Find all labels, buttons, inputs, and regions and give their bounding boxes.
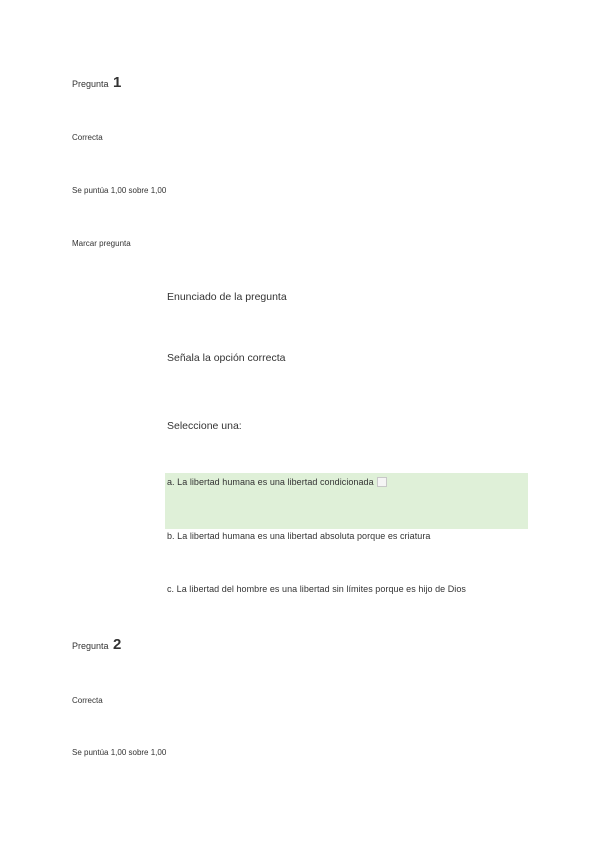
question-1-heading <box>72 74 121 91</box>
question-2-grade: Se puntúa 1,00 sobre 1,00 <box>72 748 167 757</box>
question-label: Pregunta <box>72 641 109 651</box>
answer-option-c-label: c. La libertad del hombre es una libertad sin límites porque es hijo de Dios <box>167 584 466 594</box>
question-number: 2 <box>113 636 122 653</box>
flag-question-link[interactable]: Marcar pregunta <box>72 239 131 248</box>
question-2-state: Correcta <box>72 696 103 705</box>
question-1-grade: Se puntúa 1,00 sobre 1,00 <box>72 186 167 195</box>
correct-check-icon <box>377 477 387 487</box>
answer-option-a-label: a. La libertad humana es una libertad condicionada <box>167 477 374 487</box>
answer-option-b[interactable] <box>167 531 430 541</box>
question-1-state: Correcta <box>72 133 103 142</box>
question-number: 1 <box>113 74 122 91</box>
question-2-heading <box>72 636 121 653</box>
answer-option-c[interactable] <box>167 584 466 594</box>
statement-heading: Enunciado de la pregunta <box>167 291 287 303</box>
answer-option-a[interactable] <box>167 477 387 487</box>
select-prompt: Seleccione una: <box>167 420 242 432</box>
question-label: Pregunta <box>72 79 109 89</box>
answer-option-b-label: b. La libertad humana es una libertad absoluta porque es criatura <box>167 531 431 541</box>
question-text: Señala la opción correcta <box>167 352 286 364</box>
